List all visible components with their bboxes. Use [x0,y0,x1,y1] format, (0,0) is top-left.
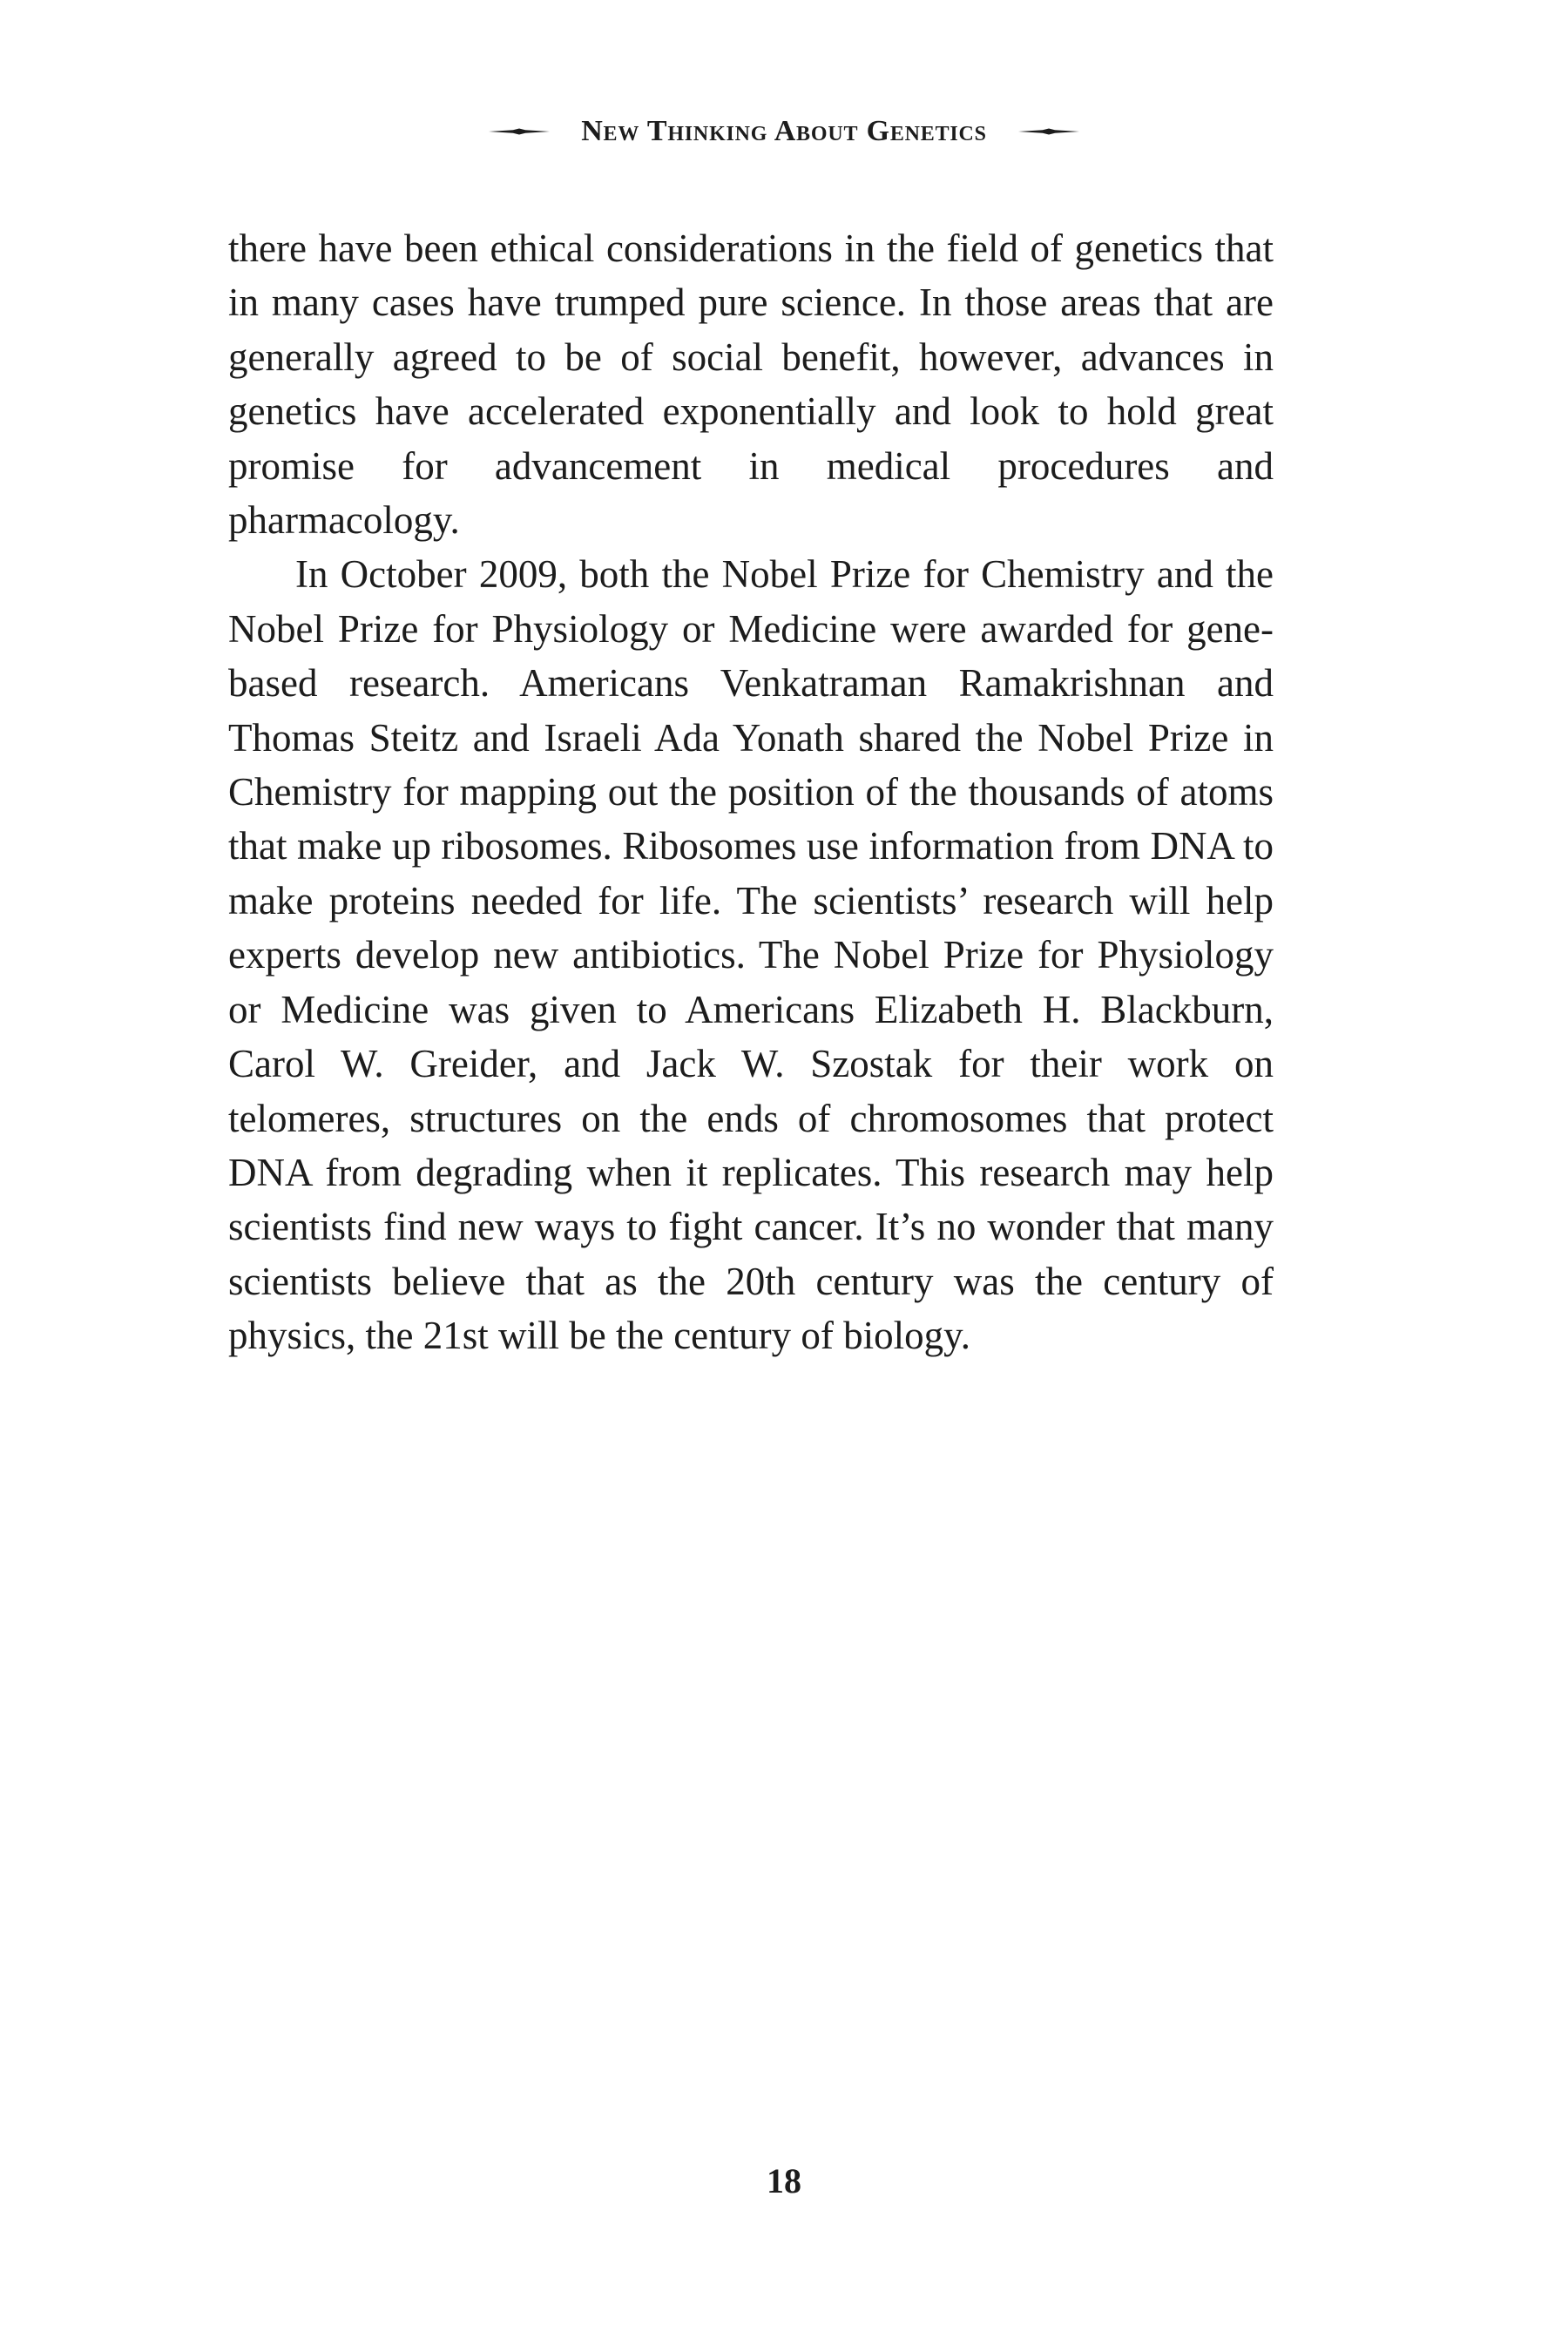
running-title: New Thinking About Genetics [581,115,987,147]
page-number: 18 [767,2161,801,2200]
paragraph-nobel-prizes: In October 2009, both the Nobel Prize for Chemistry and the Nobel Prize for Physiology or Medicine were awarded for gene-based research. Americans Venkatraman Ramakrishnan and Thomas Steitz and Israeli Ada Yonath shared the Nobel Prize in Chemistry for mapping out the position of the thousands of atoms that make up ribosomes. Ribosomes use information from DNA to make proteins needed for life. The scientists’ research will help experts develop new antibiotics. The Nobel Prize for Physiology or Medicine was given to Americans Elizabeth H. Blackburn, Carol W. Greider, and Jack W. Szostak for their work on telomeres, structures on the ends of chromosomes that protect DNA from degrading when it replicates. This research may help scientists find new ways to fight cancer. It’s no wonder that many scientists believe that as the 20th century was the century of physics, the 21st will be the century of biology. [228,552,1274,1358]
left-ornament-rule [489,125,550,138]
right-ornament-rule [1018,125,1079,138]
body-text [228,221,1274,1363]
running-head [0,115,1568,148]
paragraph-continued: there have been ethical considerations in the field of genetics that in many cases have trumped pure science. In those areas that are generally agreed to be of social benefit, however, advances in genetics have accelerated exponentially and look to hold great promise for advancement in medical procedures and pharmacology. [228,226,1274,543]
